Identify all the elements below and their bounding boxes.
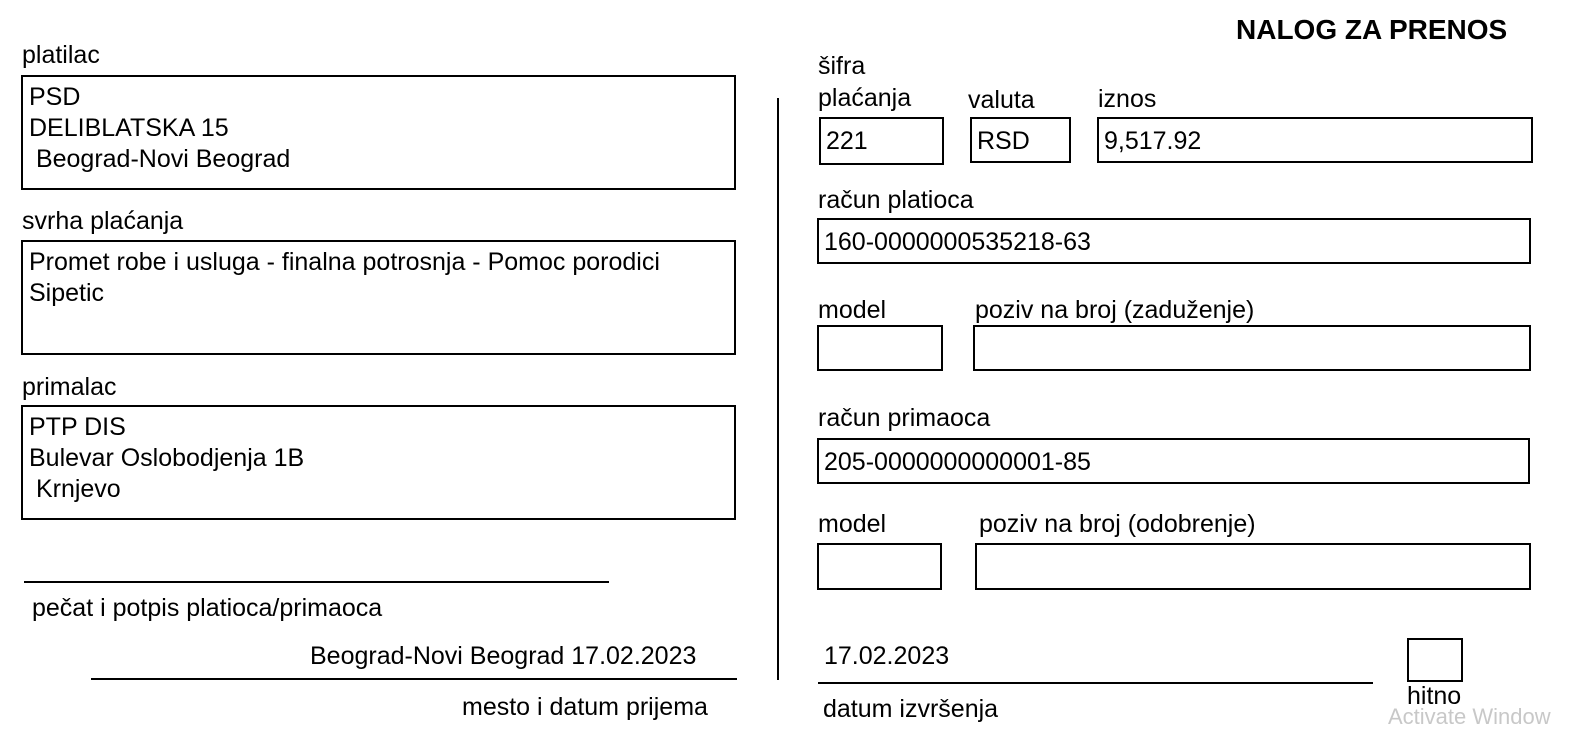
payment-code-label-line2: plaćanja	[818, 84, 912, 112]
debit-model-label: model	[818, 296, 887, 324]
payer-name: PSD	[29, 83, 81, 111]
recipient-box[interactable]	[21, 405, 736, 520]
debit-reference-value	[975, 327, 1529, 335]
urgent-label: hitno	[1407, 682, 1462, 710]
place-date-line	[91, 678, 737, 680]
credit-model-value	[819, 545, 940, 553]
urgent-checkbox[interactable]	[1407, 638, 1463, 682]
recipient-name: PTP DIS	[29, 413, 126, 441]
execution-date-value: 17.02.2023	[824, 642, 950, 670]
execution-date-line	[818, 682, 1373, 684]
form-title: NALOG ZA PRENOS	[1236, 14, 1508, 45]
currency-label: valuta	[968, 86, 1035, 114]
recipient-account-field[interactable]	[817, 438, 1530, 484]
purpose-line1: Promet robe i usluga - finalna potrosnja - Pomoc porodici	[29, 248, 660, 276]
payment-code-value: 221	[826, 127, 868, 155]
recipient-label: primalac	[22, 373, 117, 401]
signature-label: pečat i potpis platioca/primaoca	[32, 594, 383, 622]
currency-value: RSD	[977, 127, 1030, 155]
credit-model-field[interactable]	[817, 543, 942, 590]
payer-account-value: 160-0000000535218-63	[824, 228, 1091, 256]
execution-date-label: datum izvršenja	[823, 695, 999, 723]
payer-label: platilac	[22, 41, 100, 69]
payment-code-label-line1: šifra	[818, 52, 866, 80]
column-divider	[777, 98, 779, 680]
debit-reference-label: poziv na broj (zaduženje)	[975, 296, 1255, 324]
credit-reference-label: poziv na broj (odobrenje)	[979, 510, 1256, 538]
credit-model-label: model	[818, 510, 887, 538]
credit-reference-value	[977, 545, 1529, 553]
recipient-account-label: račun primaoca	[818, 404, 991, 432]
payer-city: Beograd-Novi Beograd	[29, 145, 291, 173]
signature-line	[24, 581, 609, 583]
debit-model-value	[819, 327, 941, 335]
purpose-text	[23, 242, 734, 309]
currency-field[interactable]	[970, 117, 1071, 163]
payer-account-label: račun platioca	[818, 186, 974, 214]
debit-model-field[interactable]	[817, 325, 943, 371]
purpose-box[interactable]	[21, 240, 736, 355]
purpose-line2: Sipetic	[29, 279, 105, 307]
amount-field[interactable]	[1097, 117, 1533, 163]
purpose-label: svrha plaćanja	[22, 207, 184, 235]
payer-account-field[interactable]	[817, 218, 1531, 264]
place-date-value: Beograd-Novi Beograd 17.02.2023	[310, 642, 697, 670]
recipient-text	[23, 407, 734, 505]
payer-box[interactable]	[21, 75, 736, 190]
amount-value: 9,517.92	[1104, 127, 1202, 155]
payer-address: DELIBLATSKA 15	[29, 114, 229, 142]
amount-label: iznos	[1098, 85, 1157, 113]
credit-reference-field[interactable]	[975, 543, 1531, 590]
place-date-label: mesto i datum prijema	[462, 693, 708, 721]
recipient-city: Krnjevo	[29, 475, 121, 503]
recipient-address: Bulevar Oslobodjenja 1B	[29, 444, 305, 472]
debit-reference-field[interactable]	[973, 325, 1531, 371]
recipient-account-value: 205-0000000000001-85	[824, 448, 1091, 476]
activation-watermark: Activate Window	[1388, 704, 1551, 729]
payer-text	[23, 77, 734, 175]
payment-code-field[interactable]	[819, 117, 944, 165]
